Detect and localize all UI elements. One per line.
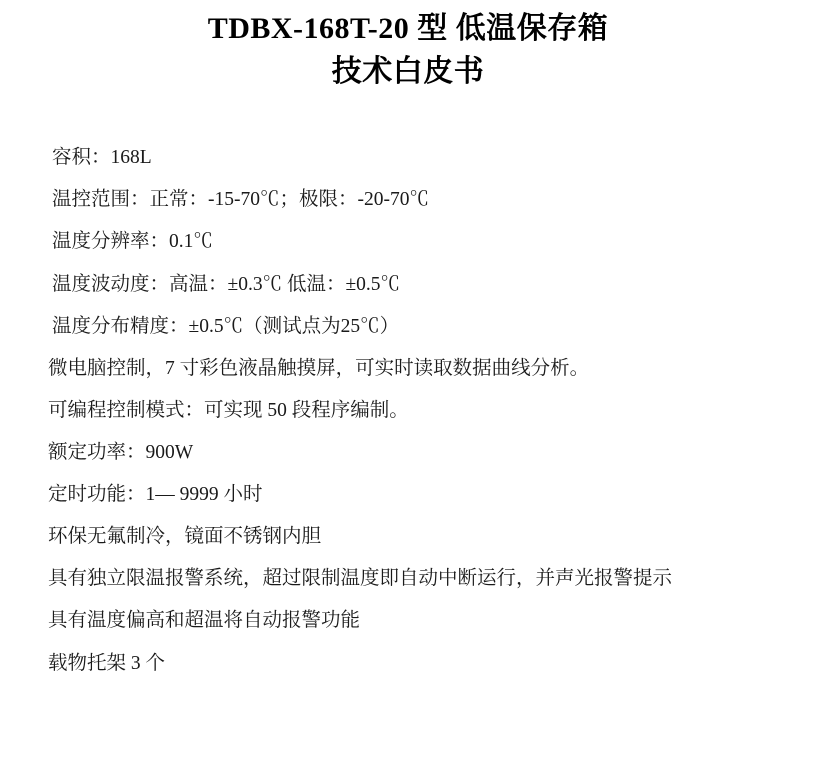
spec-item: 环保无氟制冷，镜面不锈钢内胆 [48,526,322,548]
spec-item: 具有独立限温报警系统，超过限制温度即自动中断运行，并声光报警提示 [48,568,673,590]
document-page [0,8,816,766]
spec-item: 具有温度偏高和超温将自动报警功能 [48,610,361,632]
spec-item: 温控范围：正常：-15-70℃；极限：-20-70℃ [52,189,429,211]
spec-item: 温度分布精度：±0.5℃（测试点为25℃） [52,315,400,337]
spec-item: 定时功能：1— 9999 小时 [48,484,263,506]
spec-item: 容积：168L [52,147,152,169]
spec-item: 温度波动度：高温：±0.3℃ 低温：±0.5℃ [52,273,401,295]
spec-item: 微电脑控制，7 寸彩色液晶触摸屏，可实时读取数据曲线分析。 [48,357,590,379]
document-title [0,8,816,93]
spec-item: 载物托架 3 个 [48,652,166,674]
spec-item: 额定功率：900W [48,441,194,463]
title-line-2: 技术白皮书 [331,54,485,88]
title-line-1: TDBX-168T-20 型 低温保存箱 [207,12,609,45]
spec-item: 可编程控制模式：可实现 50 段程序编制。 [48,399,409,421]
spec-item: 温度分辨率：0.1℃ [52,231,213,253]
specification-list [0,137,816,684]
